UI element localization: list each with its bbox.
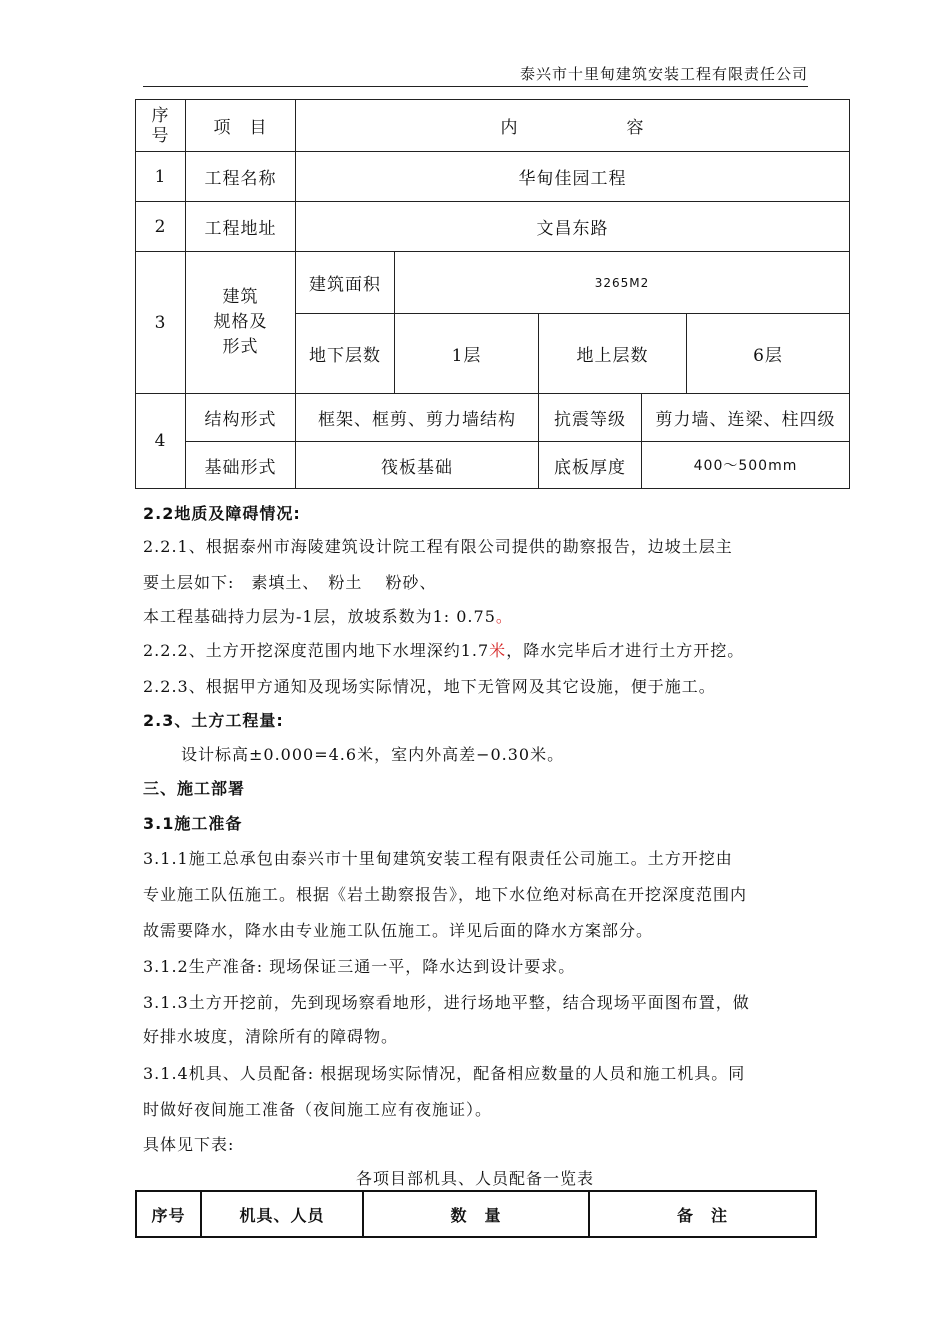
slab-value: 400～500mm — [642, 442, 850, 489]
heading-3-1: 3.1施工准备 — [143, 814, 243, 833]
table-row — [136, 442, 850, 489]
seismic-value: 剪力墙、连梁、柱四级 — [642, 394, 850, 442]
paragraph: 故需要降水，降水由专业施工队伍施工。详见后面的降水方案部分。 — [143, 921, 654, 940]
row-item: 工程地址 — [186, 202, 296, 252]
paragraph-text: 2.2.2、土方开挖深度范围内地下水埋深约1.7 — [143, 641, 490, 660]
heading-3: 三、施工部署 — [143, 779, 246, 798]
foundation-label: 基础形式 — [186, 442, 296, 489]
header-equipment: 机具、人员 — [201, 1191, 363, 1237]
header-quantity: 数 量 — [363, 1191, 589, 1237]
company-name: 泰兴市十里甸建筑安装工程有限责任公司 — [519, 65, 808, 83]
foundation-value: 筏板基础 — [296, 442, 539, 489]
paragraph-text: ，降水完毕后才进行土方开挖。 — [506, 641, 745, 660]
paragraph: 2.2.3、根据甲方通知及现场实际情况，地下无管网及其它设施，便于施工。 — [143, 677, 716, 696]
paragraph: 3.1.4机具、人员配备: 根据现场实际情况，配备相应数量的人员和施工机具。同 — [143, 1064, 746, 1083]
equipment-table — [135, 1190, 817, 1238]
project-address-value: 文昌东路 — [296, 202, 850, 252]
paragraph: 具体见下表: — [143, 1135, 235, 1154]
header-content: 内 容 — [296, 100, 850, 152]
row-seq: 4 — [136, 394, 186, 489]
structure-label: 结构形式 — [186, 394, 296, 442]
table-row — [136, 202, 850, 252]
paragraph — [143, 604, 513, 627]
paragraph: 3.1.3土方开挖前，先到现场察看地形，进行场地平整，结合现场平面图布置，做 — [143, 993, 750, 1012]
area-value: 3265M2 — [395, 252, 850, 314]
structure-value: 框架、框剪、剪力墙结构 — [296, 394, 539, 442]
under-floors-label: 地下层数 — [296, 314, 395, 394]
table-row — [136, 152, 850, 202]
paragraph: 时做好夜间施工准备（夜间施工应有夜施证）。 — [143, 1100, 493, 1119]
red-mark: 。 — [495, 607, 513, 626]
paragraph: 要土层如下: 素填土、 粉土 粉砂、 — [143, 573, 437, 592]
paragraph: 3.1.1施工总承包由泰兴市十里甸建筑安装工程有限责任公司施工。土方开挖由 — [143, 849, 733, 868]
red-mark: 米 — [489, 641, 507, 660]
table-header-row — [136, 100, 850, 152]
above-floors-label: 地上层数 — [539, 314, 687, 394]
header-seq: 序 号 — [136, 100, 186, 152]
paragraph: 2.2.1、根据泰州市海陵建筑设计院工程有限公司提供的勘察报告，边坡土层主 — [143, 537, 733, 556]
header-item: 项 目 — [186, 100, 296, 152]
heading-2-2: 2.2地质及障碍情况: — [143, 504, 301, 523]
row-seq: 1 — [136, 152, 186, 202]
table-row — [136, 394, 850, 442]
equipment-header-row — [136, 1191, 816, 1237]
paragraph: 设计标高±0.000=4.6米，室内外高差−0.30米。 — [181, 745, 565, 764]
header-remarks: 备 注 — [589, 1191, 816, 1237]
row-seq: 3 — [136, 252, 186, 394]
equipment-table-caption: 各项目部机具、人员配备一览表 — [355, 1169, 594, 1188]
paragraph: 专业施工队伍施工。根据《岩土勘察报告》，地下水位绝对标高在开挖深度范围内 — [143, 885, 748, 904]
table-row — [136, 252, 850, 314]
heading-2-3: 2.3、土方工程量: — [143, 711, 284, 730]
seismic-label: 抗震等级 — [539, 394, 642, 442]
area-label: 建筑面积 — [296, 252, 395, 314]
row-item: 建筑 规格及 形式 — [186, 252, 296, 394]
project-info-table — [135, 99, 850, 489]
above-floors-value: 6层 — [687, 314, 850, 394]
paragraph: 好排水坡度，清除所有的障碍物。 — [143, 1027, 399, 1046]
paragraph-text: 本工程基础持力层为-1层，放坡系数为1: 0.75 — [143, 607, 496, 626]
paragraph: 3.1.2生产准备: 现场保证三通一平，降水达到设计要求。 — [143, 957, 576, 976]
project-name-value: 华甸佳园工程 — [296, 152, 850, 202]
slab-label: 底板厚度 — [539, 442, 642, 489]
paragraph — [143, 638, 744, 661]
under-floors-value: 1层 — [395, 314, 539, 394]
header-seq: 序号 — [136, 1191, 201, 1237]
page-header — [143, 62, 808, 87]
row-item: 工程名称 — [186, 152, 296, 202]
row-seq: 2 — [136, 202, 186, 252]
